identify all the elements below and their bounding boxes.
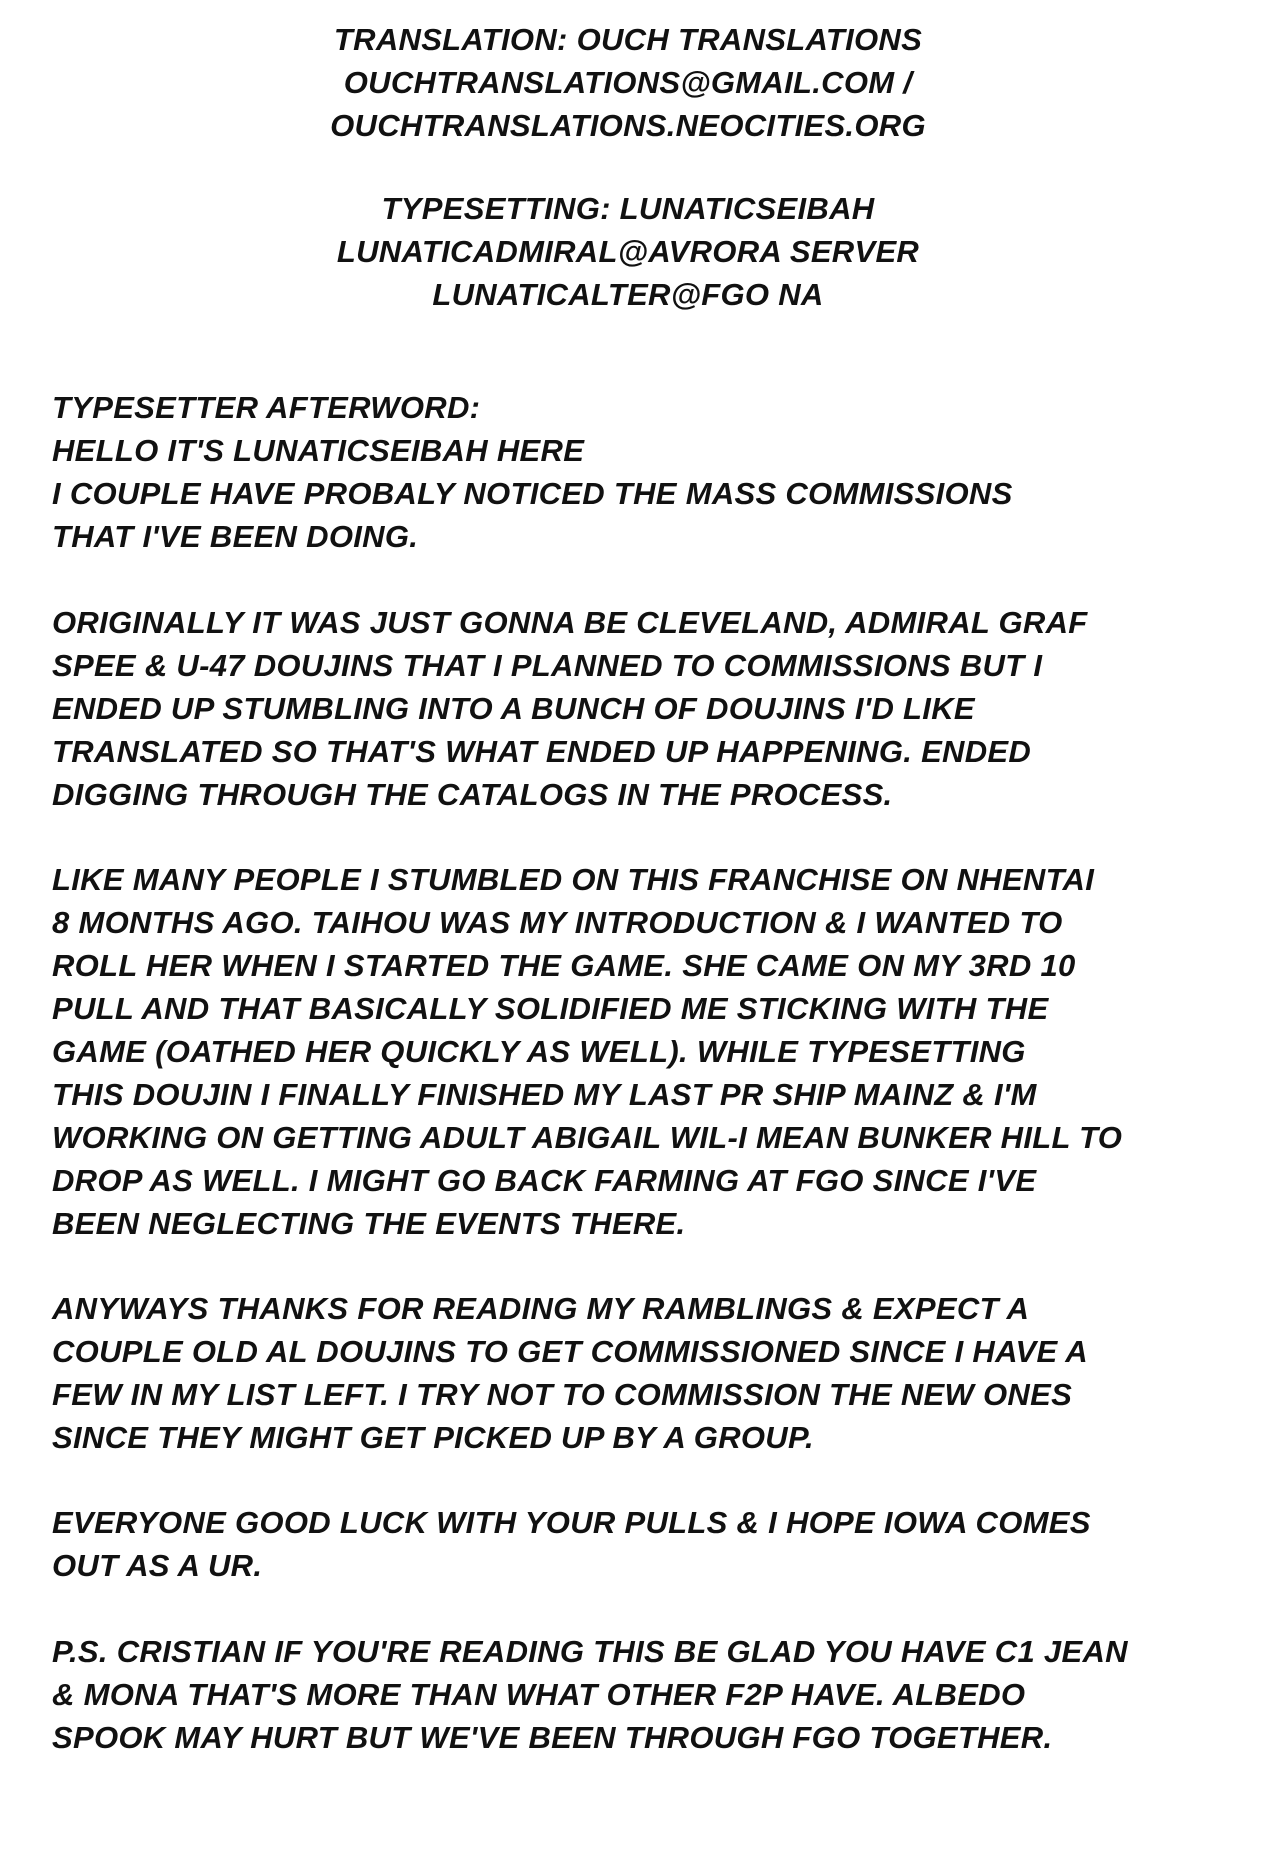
- text-line: BEEN NEGLECTING THE EVENTS THERE.: [52, 1206, 686, 1241]
- text-line: ORIGINALLY IT WAS JUST GONNA BE CLEVELAND, ADMIRAL GRAF: [52, 605, 1088, 640]
- text-line: GAME (OATHED HER QUICKLY AS WELL). WHILE TYPESETTING: [52, 1034, 1026, 1069]
- text-line: I COUPLE HAVE PROBALY NOTICED THE MASS COMMISSIONS: [52, 476, 1013, 511]
- credit-line: OUCHTRANSLATIONS.NEOCITIES.ORG: [330, 108, 926, 143]
- afterword-paragraph: [52, 386, 1013, 558]
- text-line: SPEE & U-47 DOUJINS THAT I PLANNED TO COMMISSIONS BUT I: [52, 648, 1043, 683]
- translation-credits: [0, 18, 1256, 147]
- text-line: THAT I'VE BEEN DOING.: [52, 519, 419, 554]
- credit-line: OUCHTRANSLATIONS@GMAIL.COM /: [343, 65, 913, 100]
- text-line: LIKE MANY PEOPLE I STUMBLED ON THIS FRANCHISE ON NHENTAI: [52, 862, 1095, 897]
- text-line: & MONA THAT'S MORE THAN WHAT OTHER F2P HAVE. ALBEDO: [52, 1677, 1026, 1712]
- text-line: OUT AS A UR.: [52, 1548, 263, 1583]
- text-line: FEW IN MY LIST LEFT. I TRY NOT TO COMMISSION THE NEW ONES: [52, 1377, 1073, 1412]
- typesetting-credits: [0, 187, 1256, 316]
- text-line: HELLO IT'S LUNATICSEIBAH HERE: [52, 433, 585, 468]
- text-line: 8 MONTHS AGO. TAIHOU WAS MY INTRODUCTION & I WANTED TO: [52, 905, 1063, 940]
- text-line: DIGGING THROUGH THE CATALOGS IN THE PROCESS.: [52, 777, 893, 812]
- credit-line: TRANSLATION: OUCH TRANSLATIONS: [333, 22, 923, 57]
- text-line: PULL AND THAT BASICALLY SOLIDIFIED ME STICKING WITH THE: [52, 991, 1049, 1026]
- text-line: ENDED UP STUMBLING INTO A BUNCH OF DOUJINS I'D LIKE: [52, 691, 975, 726]
- text-line: ROLL HER WHEN I STARTED THE GAME. SHE CAME ON MY 3RD 10: [52, 948, 1076, 983]
- text-line: SPOOK MAY HURT BUT WE'VE BEEN THROUGH FGO TOGETHER.: [52, 1720, 1053, 1755]
- text-line: TRANSLATED SO THAT'S WHAT ENDED UP HAPPENING. ENDED: [52, 734, 1032, 769]
- text-line: COUPLE OLD AL DOUJINS TO GET COMMISSIONED SINCE I HAVE A: [52, 1334, 1088, 1369]
- text-line: SINCE THEY MIGHT GET PICKED UP BY A GROUP.: [52, 1420, 814, 1455]
- afterword-paragraph: [52, 1630, 1128, 1759]
- afterword-paragraph: [52, 601, 1088, 816]
- text-line: EVERYONE GOOD LUCK WITH YOUR PULLS & I HOPE IOWA COMES: [52, 1505, 1091, 1540]
- afterword-paragraph: [52, 858, 1122, 1245]
- credit-line: TYPESETTING: LUNATICSEIBAH: [381, 191, 875, 226]
- credit-line: LUNATICALTER@FGO NA: [432, 277, 824, 312]
- text-line: THIS DOUJIN I FINALLY FINISHED MY LAST PR SHIP MAINZ & I'M: [52, 1077, 1037, 1112]
- text-line: ANYWAYS THANKS FOR READING MY RAMBLINGS & EXPECT A: [52, 1291, 1030, 1326]
- text-line: P.S. CRISTIAN IF YOU'RE READING THIS BE GLAD YOU HAVE C1 JEAN: [52, 1634, 1128, 1669]
- afterword-heading: TYPESETTER AFTERWORD:: [52, 390, 481, 425]
- afterword-paragraph: [52, 1501, 1091, 1587]
- afterword-paragraph: [52, 1287, 1088, 1459]
- text-line: DROP AS WELL. I MIGHT GO BACK FARMING AT FGO SINCE I'VE: [52, 1163, 1037, 1198]
- text-line: WORKING ON GETTING ADULT ABIGAIL WIL-I MEAN BUNKER HILL TO: [52, 1120, 1123, 1155]
- credit-line: LUNATICADMIRAL@AVRORA SERVER: [336, 234, 920, 269]
